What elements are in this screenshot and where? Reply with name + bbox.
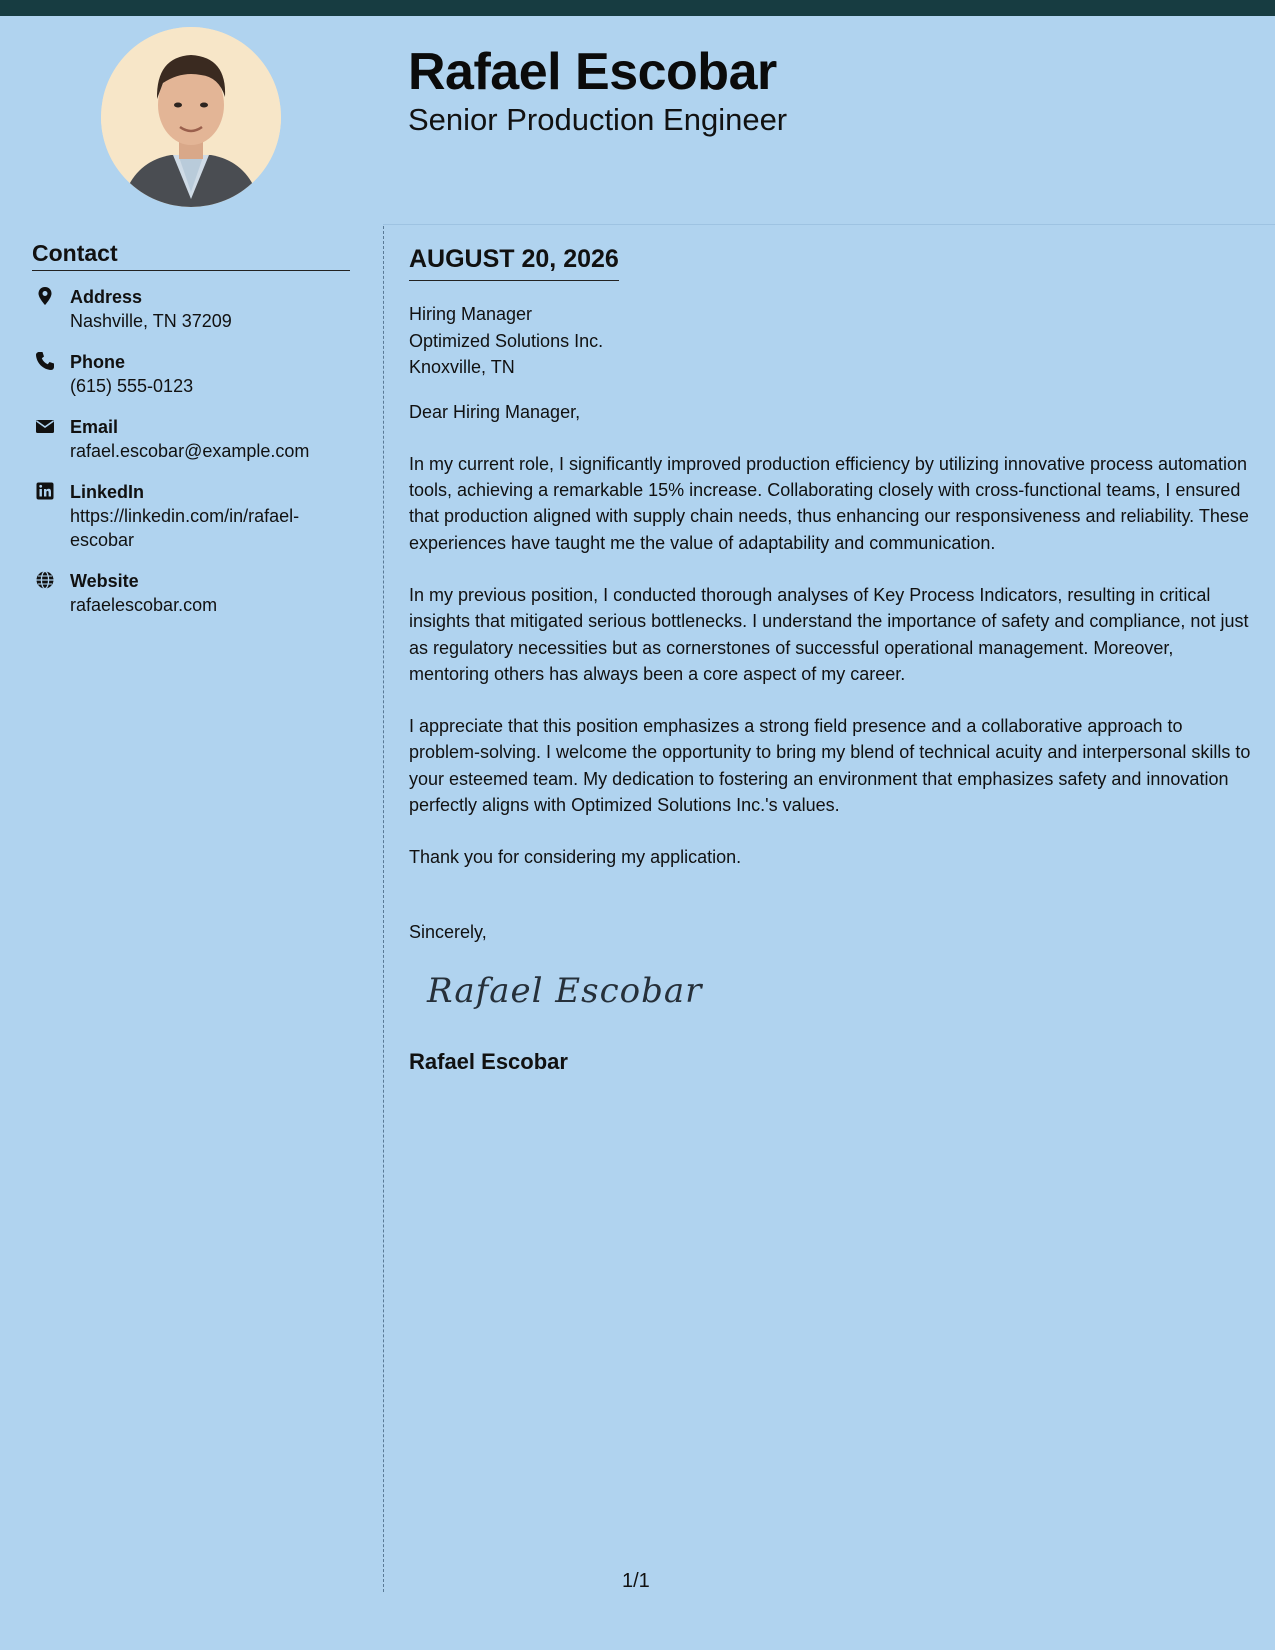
recipient-line: Optimized Solutions Inc. [409, 330, 604, 351]
contact-label: Address [70, 287, 143, 307]
closing: Sincerely, [409, 921, 487, 942]
profile-photo [101, 27, 281, 207]
page-number: 1/1 [622, 1570, 650, 1592]
body-paragraph: In my current role, I significantly improved production efficiency by utilizing innovative process automation tools, achieving a remarkable 15% increase. Collaborating closely with cross-functional teams, I ensured that production aligned with supply chain needs, thus enhancing our responsiveness and reliability. These experiences have taught me the value of adaptability and communication. [409, 453, 1249, 553]
contact-value: Nashville, TN 37209 [70, 311, 232, 331]
contact-value[interactable]: rafael.escobar@example.com [70, 441, 310, 461]
contact-item-email [32, 415, 352, 463]
contact-sidebar [32, 240, 352, 634]
linkedin-icon [35, 481, 55, 501]
recipient-block [409, 301, 1254, 381]
map-pin-icon [35, 286, 55, 306]
column-divider [383, 226, 384, 1592]
envelope-icon [35, 416, 55, 436]
contact-list [32, 285, 352, 617]
globe-icon [35, 570, 55, 590]
body-paragraph: I appreciate that this position emphasizes a strong field presence and a collaborative approach to problem-solving. I welcome the opportunity to bring my blend of technical acuity and interpersonal skills to your esteemed team. My dedication to fostering an environment that emphasizes safety and innovation perfectly aligns with Optimized Solutions Inc.'s values. [409, 716, 1251, 816]
signature: Rafael Escobar [427, 970, 703, 1011]
contact-value[interactable]: https://linkedin.com/in/rafael-escobar [70, 506, 300, 550]
contact-label: Email [70, 417, 119, 437]
contact-label: Phone [70, 352, 126, 372]
contact-item-phone [32, 350, 352, 398]
contact-item-address [32, 285, 352, 333]
contact-heading: Contact [32, 240, 350, 271]
body-paragraph: In my previous position, I conducted thorough analyses of Key Process Indicators, resulting in critical insights that mitigated serious bottlenecks. I understand the importance of safety and compliance, not just as regulatory necessities but as cornerstones of successful operational management. Moreover, mentoring others has always been a core aspect of my career. [409, 584, 1249, 684]
contact-item-website [32, 569, 352, 617]
cover-letter [409, 244, 1254, 1075]
contact-value: (615) 555-0123 [70, 376, 194, 396]
letter-date: AUGUST 20, 2026 [409, 244, 619, 281]
candidate-name: Rafael Escobar [408, 43, 777, 101]
recipient-line: Knoxville, TN [409, 357, 515, 377]
contact-label: LinkedIn [70, 482, 145, 502]
top-bar [0, 0, 1275, 16]
salutation: Dear Hiring Manager, [409, 401, 581, 422]
contact-value[interactable]: rafaelescobar.com [70, 595, 218, 615]
recipient-line: Hiring Manager [409, 304, 533, 324]
phone-icon [35, 351, 55, 371]
contact-label: Website [70, 571, 139, 591]
signer-name: Rafael Escobar [409, 1048, 568, 1074]
contact-item-linkedin [32, 480, 352, 552]
header-divider [383, 224, 1275, 225]
body-paragraph: Thank you for considering my application. [409, 847, 742, 868]
candidate-title: Senior Production Engineer [408, 102, 788, 137]
